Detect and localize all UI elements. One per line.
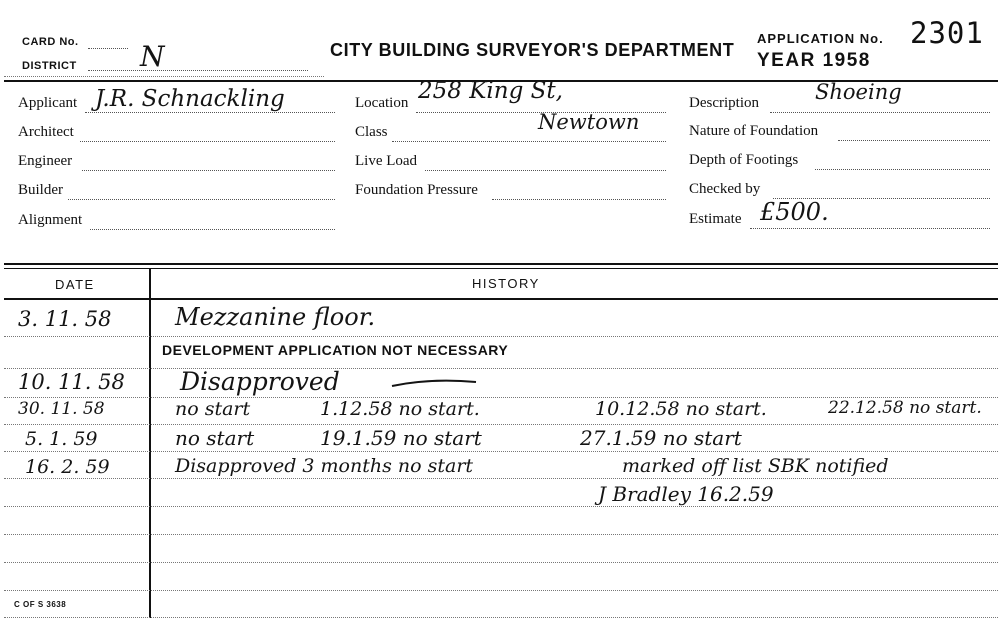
district-label: DISTRICT [22, 60, 77, 72]
table-row-entry: Disapproved [180, 367, 340, 396]
location-value-2: Newtown [538, 110, 640, 134]
table-row-rule [4, 368, 998, 369]
table-row-date: 16. 2. 59 [25, 456, 110, 478]
table-row-rule [4, 478, 998, 479]
class-line [392, 141, 666, 142]
table-row-rule [4, 617, 998, 618]
table-row-rule [4, 336, 998, 337]
class-label: Class [355, 124, 388, 140]
table-row-rule [4, 562, 998, 563]
table-row-entry: Mezzanine floor. [175, 303, 376, 331]
table-header-rule [4, 298, 998, 300]
estimate-line [750, 228, 990, 229]
depth-of-footings-line [815, 169, 990, 170]
applicant-line [85, 112, 335, 113]
card-no-label: CARD No. [22, 36, 79, 48]
underline-stroke [390, 376, 480, 390]
signature: J Bradley 16.2.59 [598, 482, 774, 506]
live-load-line [425, 170, 666, 171]
builder-line [68, 199, 335, 200]
builder-label: Builder [18, 182, 63, 198]
table-row-entry-3: 27.1.59 no start [580, 426, 742, 450]
table-row-entry-2: 1.12.58 no start. [320, 398, 480, 420]
estimate-label: Estimate [689, 211, 742, 227]
date-header: DATE [55, 277, 95, 292]
description-label: Description [689, 95, 759, 111]
architect-line [80, 141, 335, 142]
table-row-date: 3. 11. 58 [18, 307, 112, 331]
table-row-rule [4, 506, 998, 507]
district-value: N [140, 40, 165, 73]
location-label: Location [355, 95, 409, 111]
year-label: YEAR 1958 [757, 50, 871, 71]
form-code: C OF S 3638 [14, 600, 67, 609]
department-title: CITY BUILDING SURVEYOR'S DEPARTMENT [330, 40, 735, 60]
location-value-1: 258 King St, [418, 78, 563, 104]
table-row-date: 10. 11. 58 [18, 370, 125, 394]
table-row-entry-4: 22.12.58 no start. [828, 398, 982, 418]
description-value: Shoeing [815, 80, 902, 104]
nature-of-foundation-label: Nature of Foundation [689, 123, 819, 139]
date-column-divider [149, 268, 151, 618]
engineer-label: Engineer [18, 153, 73, 169]
table-row-entry: no start [175, 426, 255, 450]
header-dotted-rule [4, 76, 324, 77]
application-no-label: APPLICATION No. [757, 31, 884, 46]
nature-of-foundation-line [838, 140, 990, 141]
table-top-rule-thin [4, 268, 998, 269]
table-row-entry: Disapproved 3 months no start [175, 455, 474, 477]
development-stamp: DEVELOPMENT APPLICATION NOT NECESSARY [162, 342, 509, 358]
engineer-line [82, 170, 335, 171]
foundation-pressure-line [492, 199, 666, 200]
estimate-value: £500. [760, 198, 829, 226]
table-row-date: 30. 11. 58 [18, 399, 105, 419]
checked-by-label: Checked by [689, 181, 761, 197]
table-row-rule [4, 534, 998, 535]
applicant-value: J.R. Schnackling [95, 86, 285, 112]
table-row-date: 5. 1. 59 [25, 428, 98, 450]
table-row-entry-3: 10.12.58 no start. [595, 398, 767, 420]
table-row-entry: no start [175, 398, 251, 420]
district-dotted-line [88, 70, 308, 71]
live-load-label: Live Load [355, 153, 418, 169]
card-no-dotted-line [88, 48, 128, 49]
history-header: HISTORY [472, 276, 540, 291]
table-row-rule [4, 590, 998, 591]
description-line [770, 112, 990, 113]
architect-label: Architect [18, 124, 74, 140]
applicant-label: Applicant [18, 95, 78, 111]
table-top-rule [4, 263, 998, 265]
table-row-rule [4, 424, 998, 425]
foundation-pressure-label: Foundation Pressure [355, 182, 478, 198]
alignment-line [90, 229, 335, 230]
application-no-value: 2301 [910, 16, 984, 50]
depth-of-footings-label: Depth of Footings [689, 152, 799, 168]
table-row-entry-2: 19.1.59 no start [320, 426, 482, 450]
table-row-rule [4, 451, 998, 452]
alignment-label: Alignment [18, 212, 83, 228]
table-row-entry-2: marked off list SBK notified [622, 455, 889, 477]
